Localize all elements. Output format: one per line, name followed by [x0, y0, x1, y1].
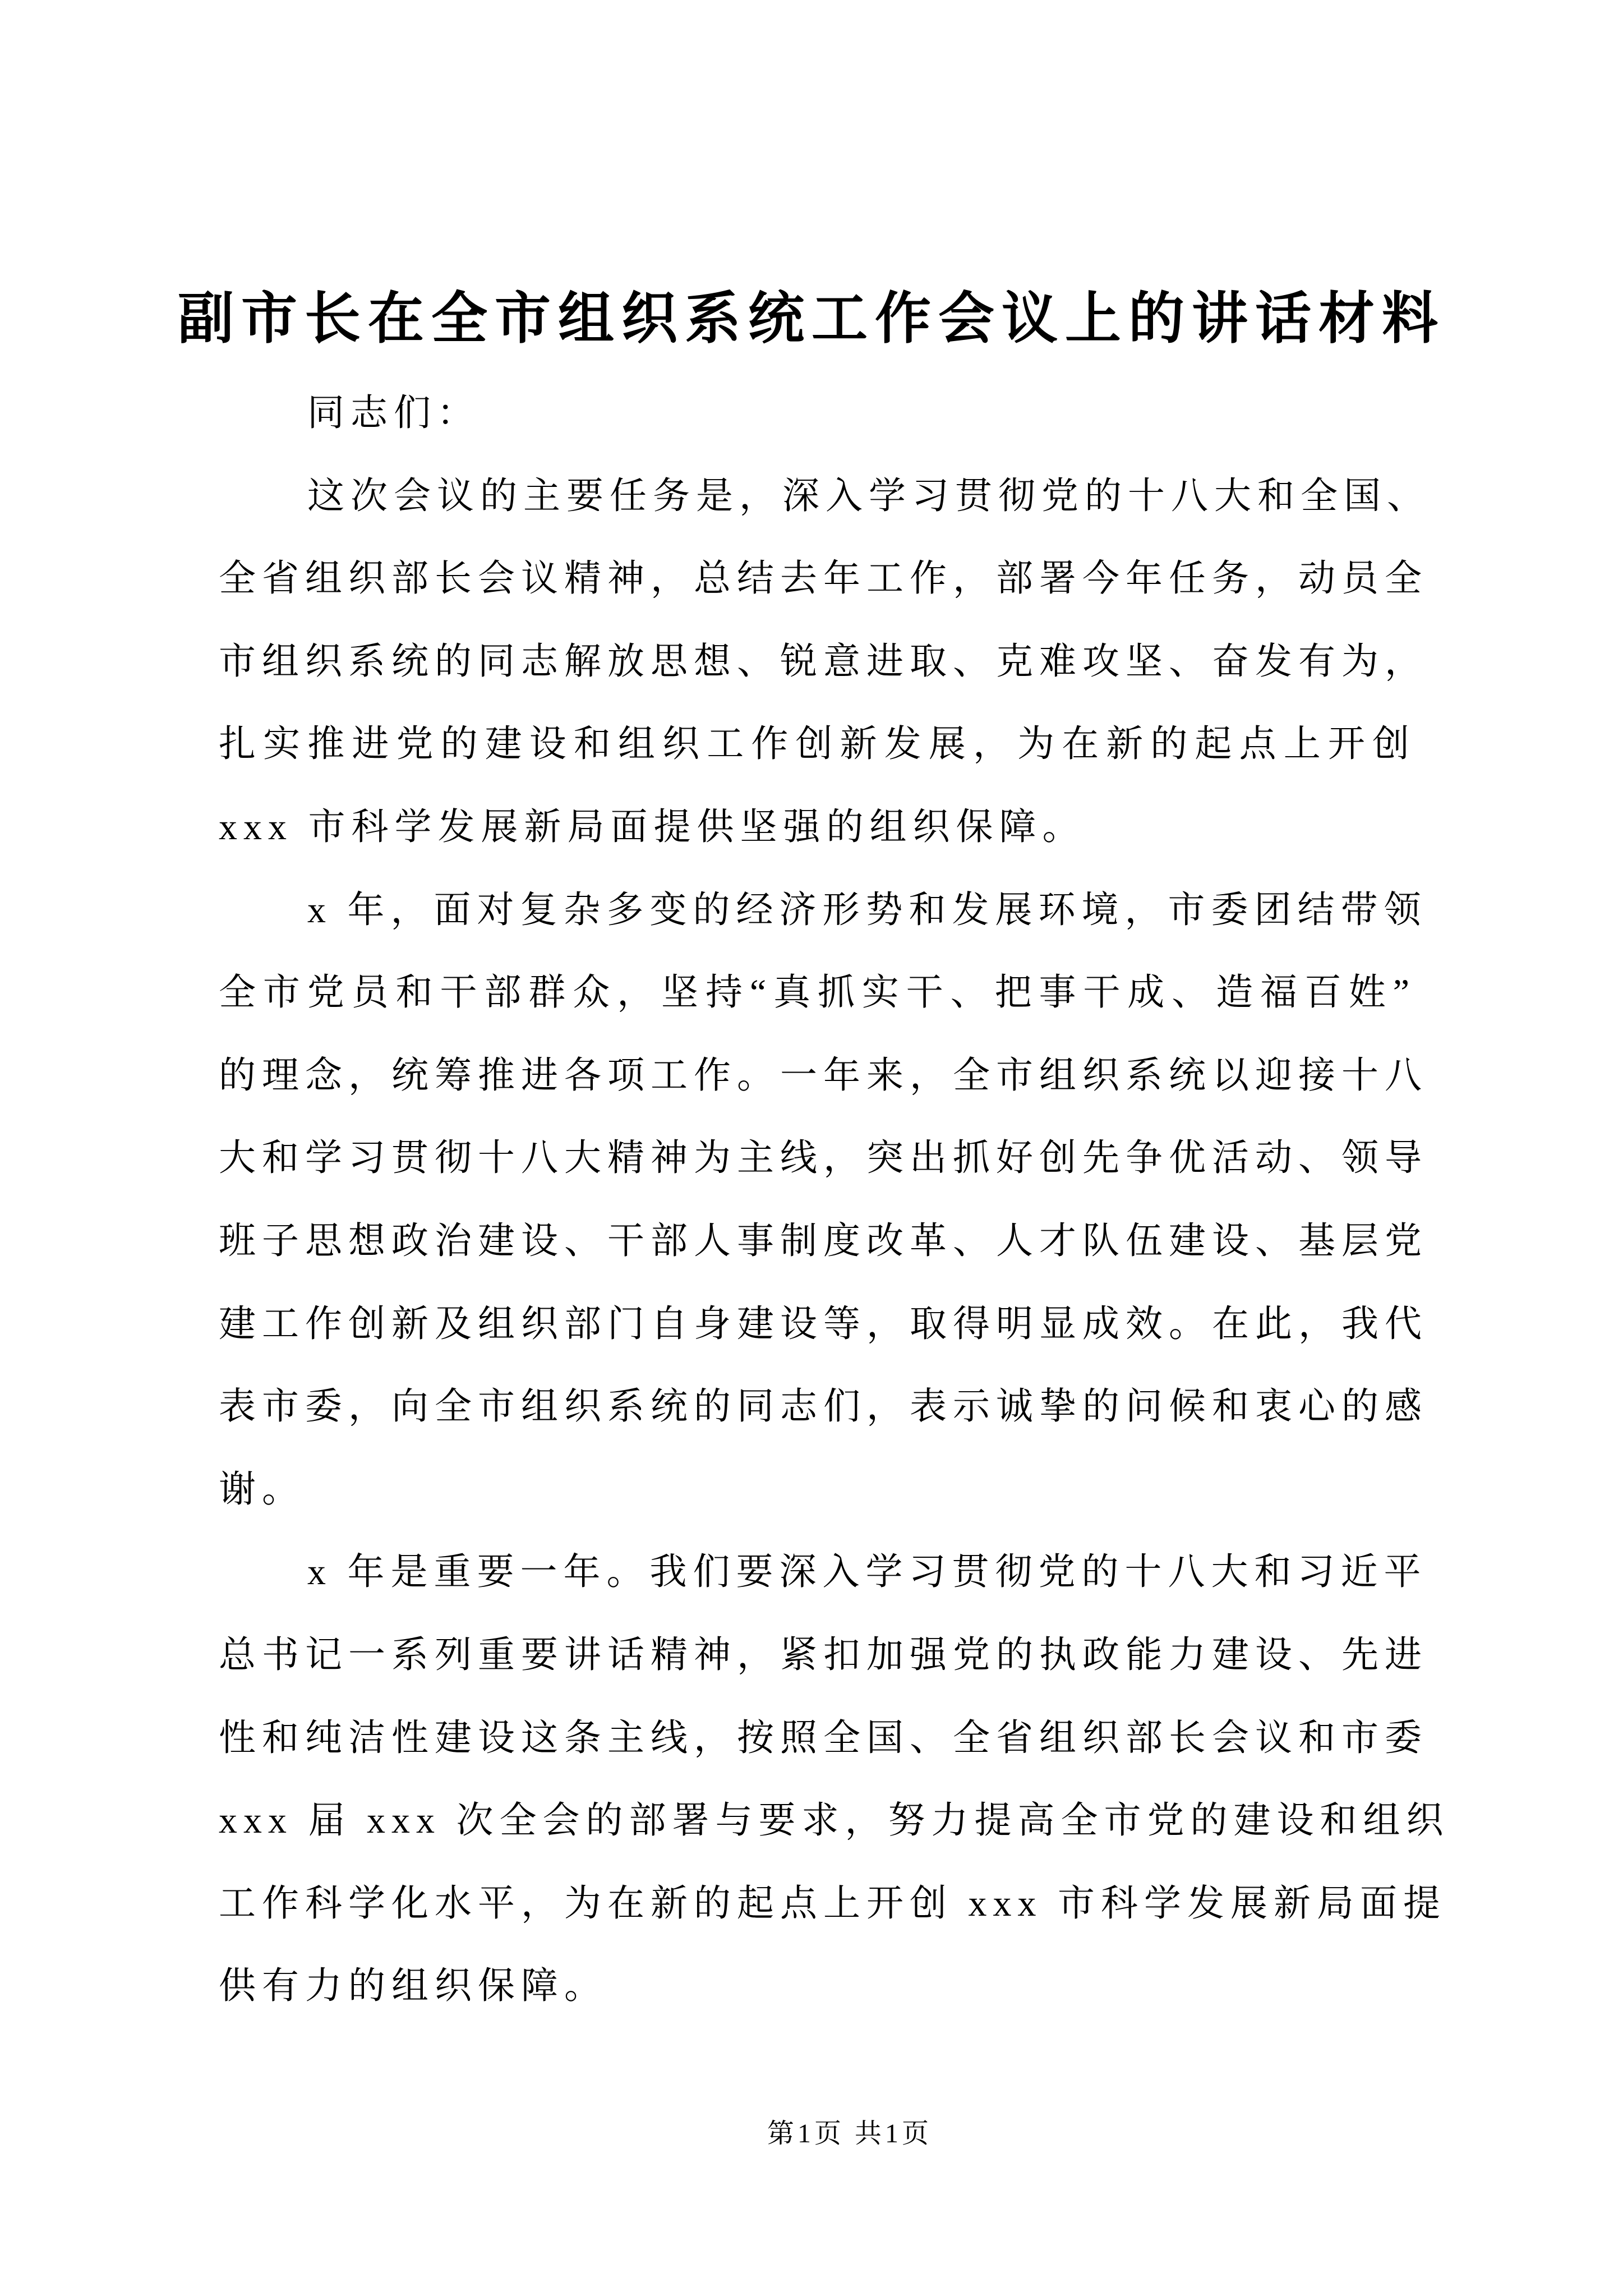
text-line: 供有力的组织保障。	[219, 1966, 607, 2007]
text-line: 班子思想政治建设、干部人事制度改革、人才队伍建设、基层党	[219, 1220, 1428, 1262]
document-body	[219, 372, 1450, 2028]
text-line: 总书记一系列重要讲话精神，紧扣加强党的执政能力建设、先进	[219, 1634, 1428, 1676]
text-line: x 年，面对复杂多变的经济形势和发展环境，市委团结带领	[307, 889, 1427, 931]
text-line: 扎实推进党的建设和组织工作创新发展，为在新的起点上开创	[219, 724, 1415, 765]
text-line: xxx 届 xxx 次全会的部署与要求，努力提高全市党的建设和组织	[219, 1800, 1450, 1842]
text-line: 市组织系统的同志解放思想、锐意进取、克难攻坚、奋发有为，	[219, 641, 1428, 682]
document-title: 副市长在全市组织系统工作会议上的讲话材料	[178, 288, 1445, 350]
text-line: 同志们：	[307, 393, 480, 434]
text-line: 工作科学化水平，为在新的起点上开创 xxx 市科学发展新局面提	[219, 1883, 1446, 1924]
text-line: x 年是重要一年。我们要深入学习贯彻党的十八大和习近平	[307, 1552, 1427, 1593]
text-line: 建工作创新及组织部门自身建设等，取得明显成效。在此，我代	[219, 1303, 1428, 1345]
text-line: 性和纯洁性建设这条主线，按照全国、全省组织部长会议和市委	[219, 1717, 1428, 1759]
page-footer: 第1页 共1页	[767, 2119, 933, 2148]
text-line: 全省组织部长会议精神，总结去年工作，部署今年任务，动员全	[219, 558, 1428, 600]
text-line: 这次会议的主要任务是，深入学习贯彻党的十八大和全国、	[307, 475, 1430, 517]
text-line: 谢。	[219, 1469, 305, 1510]
text-line: 表市委，向全市组织系统的同志们，表示诚挚的问候和衷心的感	[219, 1386, 1428, 1428]
text-line: 的理念，统筹推进各项工作。一年来，全市组织系统以迎接十八	[219, 1055, 1428, 1096]
text-line: xxx 市科学发展新局面提供坚强的组织保障。	[219, 806, 1086, 848]
text-line: 大和学习贯彻十八大精神为主线，突出抓好创先争优活动、领导	[219, 1138, 1428, 1179]
text-line: 全市党员和干部群众，坚持“真抓实干、把事干成、造福百姓”	[219, 972, 1415, 1014]
